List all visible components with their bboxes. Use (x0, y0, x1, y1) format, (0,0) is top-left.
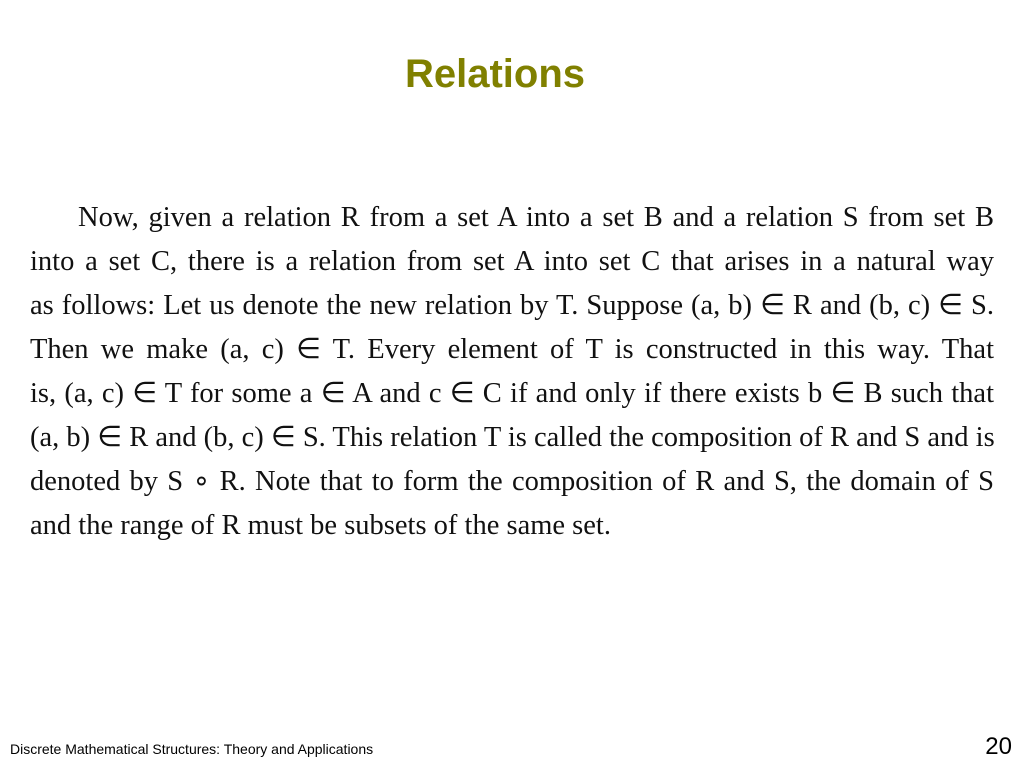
page-number: 20 (985, 733, 1012, 760)
paragraph-line: Then we make (a, c) ∈ T. Every element of T is constructed in this way. That (30, 334, 994, 365)
slide-title: Relations (404, 52, 586, 96)
paragraph-line: is, (a, c) ∈ T for some a ∈ A and c ∈ C if and only if there exists b ∈ B such that (30, 378, 994, 409)
paragraph-line: into a set C, there is a relation from set A into set C that arises in a natural way (30, 246, 994, 277)
paragraph-line: and the range of R must be subsets of the same set. (30, 510, 611, 541)
paragraph-line: denoted by S ∘ R. Note that to form the composition of R and S, the domain of S (30, 466, 994, 497)
footer-text: Discrete Mathematical Structures: Theory and Applications (10, 741, 374, 757)
paragraph-line: (a, b) ∈ R and (b, c) ∈ S. This relation T is called the composition of R and S and is (30, 422, 995, 453)
paragraph-line: as follows: Let us denote the new relation by T. Suppose (a, b) ∈ R and (b, c) ∈ S. (30, 290, 994, 321)
paragraph-line: Now, given a relation R from a set A into a set B and a relation S from set B (78, 202, 994, 233)
body-paragraph (30, 196, 994, 548)
